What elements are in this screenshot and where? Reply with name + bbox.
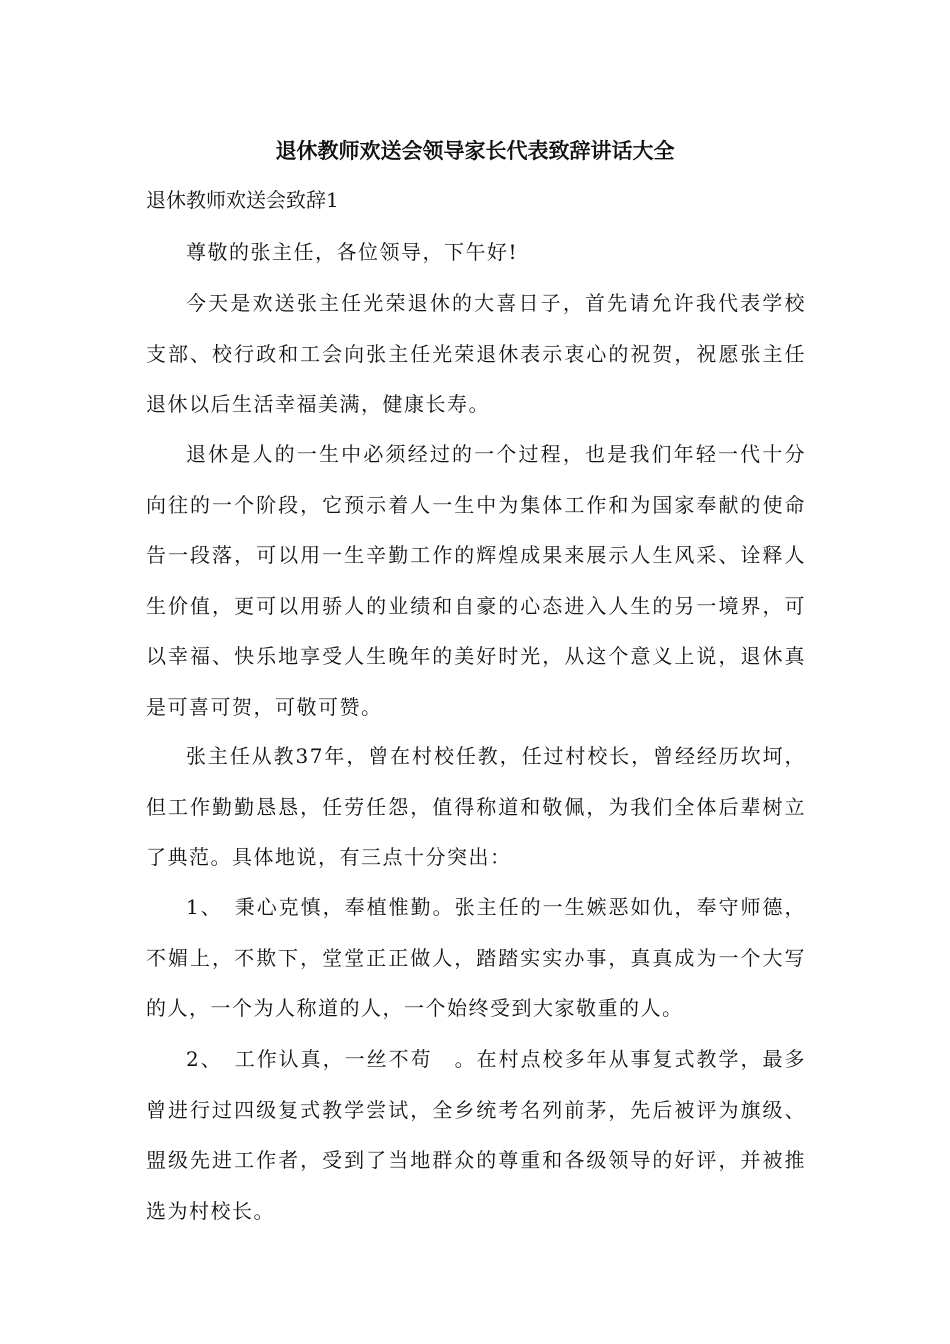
section-heading: 退休教师欢送会致辞1 [146,188,339,212]
paragraph-greeting: 尊敬的张主任，各位领导，下午好! [186,240,519,264]
paragraph-retirement-meaning: 退休是人的一生中必须经过的一个过程，也是我们年轻一代十分向往的一个阶段，它预示着人一生中为集体工作和为国家奉献的使命告一段落，可以用一生辛勤工作的辉煌成果来展示人生风采、诠释人生价值，更可以用骄人的业绩和自豪的心态进入人生的另一境界，可以幸福、快乐地享受人生晚年的美好时光，从这个意义上说，退休真是可喜可贺，可敬可赞。 [146,442,806,719]
paragraph-point-1: 1、 秉心克慎，奉植惟勤。张主任的一生嫉恶如仇，奉守师德，不媚上，不欺下，堂堂正正做人，踏踏实实办事，真真成为一个大写的人，一个为人称道的人，一个始终受到大家敬重的人。 [146,895,806,1020]
paragraph-congratulation: 今天是欢送张主任光荣退休的大喜日子，首先请允许我代表学校支部、校行政和工会向张主任光荣退休表示衷心的祝贺，祝愿张主任退休以后生活幸福美满，健康长寿。 [146,291,806,416]
paragraph-career: 张主任从教37年，曾在村校任教，任过村校长，曾经经历坎坷，但工作勤勤恳恳，任劳任怨，值得称道和敬佩，为我们全体后辈树立了典范。具体地说，有三点十分突出： [146,744,806,869]
document-title: 退休教师欢送会领导家长代表致辞讲话大全 [275,139,675,163]
paragraph-point-2: 2、 工作认真，一丝不苟 。在村点校多年从事复式教学，最多曾进行过四级复式教学尝试，全乡统考名列前茅，先后被评为旗级、盟级先进工作者，受到了当地群众的尊重和各级领导的好评，并被推选为村校长。 [146,1047,806,1223]
